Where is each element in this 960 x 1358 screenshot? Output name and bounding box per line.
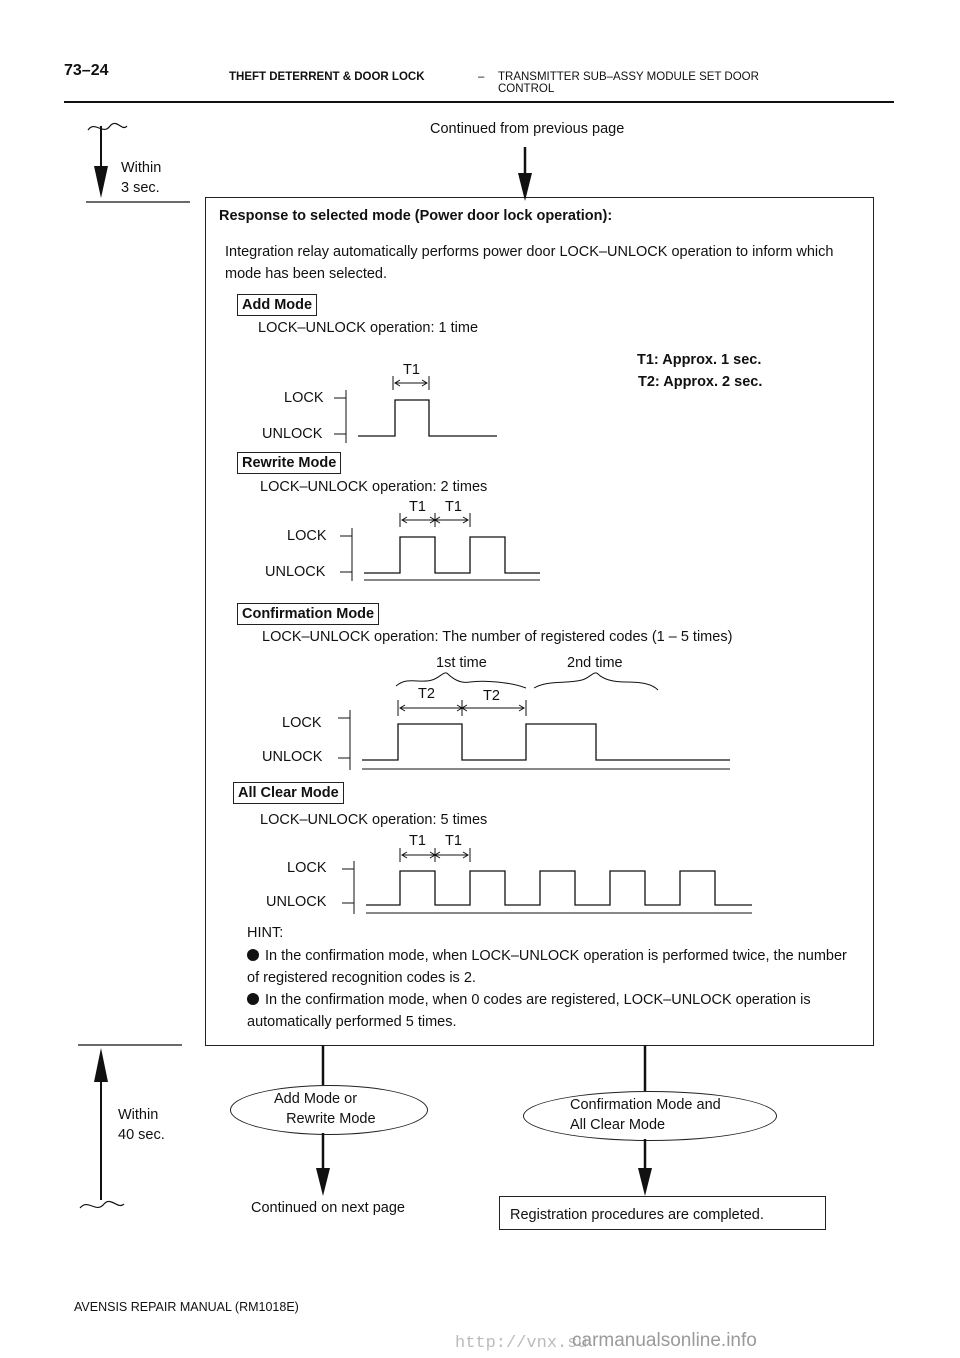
waveform-confirmation <box>338 673 730 770</box>
within-40-sec: Within 40 sec. <box>118 1107 165 1143</box>
mode-label-add: Add Mode <box>237 294 317 316</box>
mode-operation-confirmation: LOCK–UNLOCK operation: The number of registered codes (1 – 5 times) <box>262 629 733 645</box>
mode-operation-all-clear: LOCK–UNLOCK operation: 5 times <box>260 812 488 828</box>
break-mark <box>80 1201 124 1208</box>
within-3-sec: Within 3 sec. <box>121 160 162 196</box>
watermark-vnx: http://vnx.su <box>455 1334 588 1353</box>
period-label: T1 <box>445 833 462 849</box>
break-mark <box>88 123 127 130</box>
mode-label-rewrite: Rewrite Mode <box>237 452 341 474</box>
signal-label-unlock: UNLOCK <box>266 894 327 910</box>
arrow-head <box>316 1168 330 1196</box>
panel-heading: Response to selected mode (Power door lock operation): <box>219 208 613 224</box>
hint-item: In the confirmation mode, when 0 codes are registered, LOCK–UNLOCK operation is automatically performed 5 times. <box>247 992 811 1030</box>
arrow-head <box>94 166 108 198</box>
signal-label-unlock: UNLOCK <box>262 426 323 442</box>
branch-confirm-clear-label: Confirmation Mode and All Clear Mode <box>570 1097 721 1133</box>
manual-footer: AVENSIS REPAIR MANUAL (RM1018E) <box>74 1300 299 1314</box>
waveform-all-clear <box>342 848 752 914</box>
branch-add-rewrite-label: Add Mode or Rewrite Mode <box>274 1091 376 1127</box>
continued-next-text: Continued on next page <box>251 1200 405 1216</box>
group-label-2nd: 2nd time <box>567 655 623 671</box>
signal-label-unlock: UNLOCK <box>265 564 326 580</box>
mode-operation-add: LOCK–UNLOCK operation: 1 time <box>258 320 479 336</box>
waveform-rewrite <box>340 513 540 581</box>
signal-label-lock: LOCK <box>287 528 327 544</box>
waveform-add <box>334 376 497 443</box>
period-label: T1 <box>403 362 420 378</box>
period-label: T2 <box>483 688 500 704</box>
arrow-head <box>94 1048 108 1082</box>
group-label-1st: 1st time <box>436 655 487 671</box>
header-dash: – <box>478 71 485 83</box>
section-title: THEFT DETERRENT & DOOR LOCK <box>229 71 425 83</box>
mode-operation-rewrite: LOCK–UNLOCK operation: 2 times <box>260 479 488 495</box>
mode-label-all-clear: All Clear Mode <box>233 782 344 804</box>
arrow-head <box>518 173 532 201</box>
completed-text: Registration procedures are completed. <box>510 1207 764 1223</box>
arrow-head <box>638 1168 652 1196</box>
period-label: T2 <box>418 686 435 702</box>
watermark: carmanualsonline.info <box>572 1330 757 1351</box>
page-subtitle: TRANSMITTER SUB–ASSY MODULE SET DOOR CONTROL <box>498 71 759 95</box>
signal-label-lock: LOCK <box>282 715 322 731</box>
mode-label-confirmation: Confirmation Mode <box>237 603 379 625</box>
continued-from-text: Continued from previous page <box>430 121 625 137</box>
signal-label-lock: LOCK <box>287 860 327 876</box>
signal-label-unlock: UNLOCK <box>262 749 323 765</box>
timing-t1: T1: Approx. 1 sec. <box>637 352 762 368</box>
page-number: 73–24 <box>64 62 109 79</box>
hint-item: In the confirmation mode, when LOCK–UNLOCK operation is performed twice, the number of registered recognition codes is 2. <box>247 948 847 986</box>
signal-label-lock: LOCK <box>284 390 324 406</box>
period-label: T1 <box>409 499 426 515</box>
panel-intro: Integration relay automatically performs power door LOCK–UNLOCK operation to inform which mode has been selected. <box>225 244 834 282</box>
period-label: T1 <box>409 833 426 849</box>
period-label: T1 <box>445 499 462 515</box>
timing-t2: T2: Approx. 2 sec. <box>638 374 763 390</box>
hint-title: HINT: <box>247 925 284 941</box>
